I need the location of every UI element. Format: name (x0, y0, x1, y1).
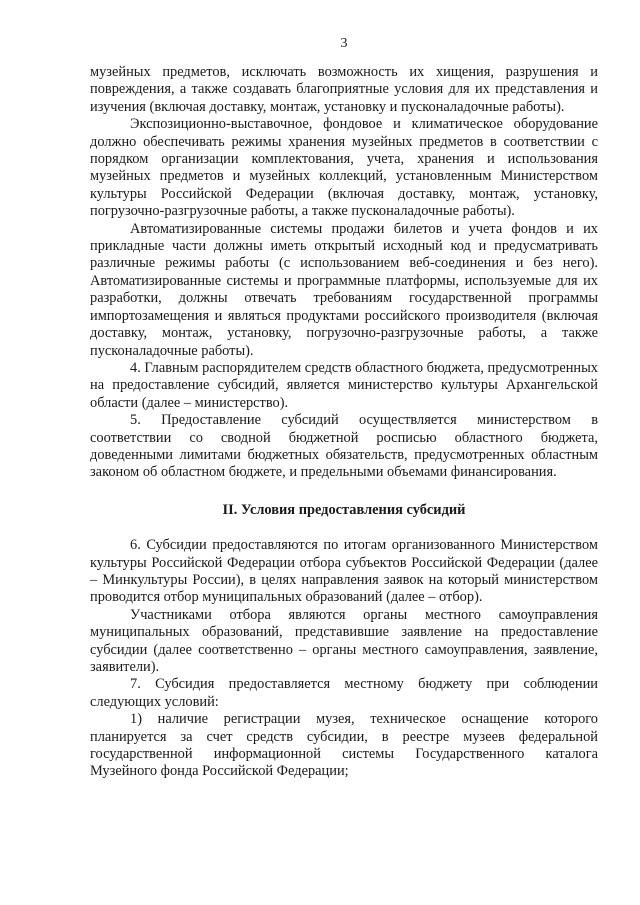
paragraph-condition-1: 1) наличие регистрации музея, техническое оснащение которого планируется за счет средств субсидии, в реестре музеев федеральной государственной информационной системы Государственного каталога Музейного фонда Российской Федерации; (90, 711, 598, 780)
paragraph-automated-systems: Автоматизированные системы продажи билетов и учета фондов и их прикладные части должны иметь открытый исходный код и предусматривать различные режимы работы (с использованием веб-соединения и без него). Автоматизированные системы и программные платформы, используемые для их разработки, должны отвечать требованиям государственной программы импортозамещения и являться продуктами российского производителя (включая доставку, монтаж, установку, погрузочно-разгрузочные работы, а также пусконаладочные работы). (90, 220, 598, 359)
paragraph-item-5: 5. Предоставление субсидий осуществляется министерством в соответствии со сводной бюджетной росписью областного бюджета, доведенными лимитами бюджетных обязательств, предусмотренных областным законом об областном бюджете, и предельными объемами финансирования. (90, 412, 598, 481)
paragraph-equipment: Экспозиционно-выставочное, фондовое и климатическое оборудование должно обеспечивать режимы хранения музейных предметов в соответствии с порядком организации комплектования, учета, хранения и использования музейных предметов и музейных коллекций, установленным Министерством культуры Российской Федерации (включая доставку, монтаж, установку, погрузочно-разгрузочные работы, а также пусконаладочные работы). (90, 116, 598, 220)
document-body (90, 64, 598, 781)
paragraph-participants: Участниками отбора являются органы местного самоуправления муниципальных образований, представившие заявление на предоставление субсидии (далее соответственно – органы местного самоуправления, заявление, заявители). (90, 606, 598, 675)
section-heading: II. Условия предоставления субсидий (222, 501, 466, 518)
paragraph-item-6: 6. Субсидии предоставляются по итогам организованного Министерством культуры Российской Федерации отбора субъектов Российской Федерации (далее – Минкультуры России), в целях направления заявок на который министерством проводится отбор муниципальных образований (далее – отбор). (90, 537, 598, 606)
paragraph-item-7: 7. Субсидия предоставляется местному бюджету при соблюдении следующих условий: (90, 676, 598, 710)
page-number: 3 (340, 36, 348, 51)
paragraph-continuation: музейных предметов, исключать возможность их хищения, разрушения и повреждения, а также создавать благоприятные условия для их представления и изучения (включая доставку, монтаж, установку и пусконаладочные работы). (90, 64, 598, 115)
paragraph-item-4: 4. Главным распорядителем средств областного бюджета, предусмотренных на предоставление субсидий, является министерство культуры Архангельской области (далее – министерство). (90, 359, 598, 411)
